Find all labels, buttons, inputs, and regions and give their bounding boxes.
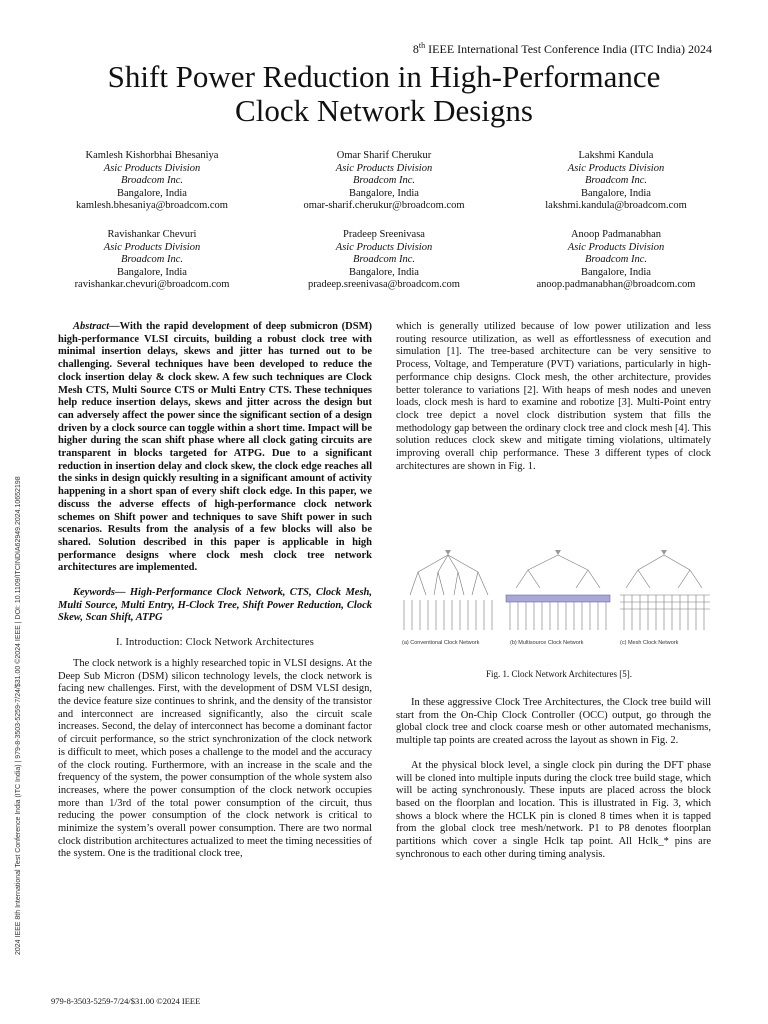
side-doi-text: 2024 IEEE 8th International Test Conference India (ITC India) | 979-8-3503-5259-7/24/$31.00 ©2024 IEEE | DOI: 10.1109/ITCINDIA62949.2024.10652198 xyxy=(15,476,22,955)
abstract: Abstract—With the rapid development of deep submicron (DSM) high-performance VLSI circuits, building a robust clock tree with minimal insertion delays, skews and jitter has turned out to be challenging. Several techniques have been developed to reduce the clock insertion delay & clock skew. A few such techniques are Clock Mesh CTS, Multi Source CTS or Multi Entry CTS. These techniques help reduce insertion delays, skews and jitter across the design but can adversely affect the power since the significant section of a design driven by a clock source can toggle within a short time. Impact will be higher during the scan shift phase where all clock gating circuits are transparent in blocks targeted for ATPG. Due to a significant reduction in insertion delay and clock skew, the clock edge reaches all the sinks in design quickly resulting in a significant amount of activity happening in a short span of every shift clock edge. In this paper, we discuss the adverse effects of high-performance clock network schemes on Shift power and techniques to save Shift power in such scenarios. Results from the analysis of a few blocks will also be shared. Solution described in this paper is applicable in high performance designs where clock mesh clock tree network architectures are implemented. xyxy=(58,321,372,574)
left-column xyxy=(58,321,372,861)
author-block: Kamlesh Kishorbhai Bhesaniya Asic Products Division Broadcom Inc. Bangalore, India kamlesh.bhesaniya@broadcom.com xyxy=(76,150,228,211)
intro-paragraph: The clock network is a highly researched topic in VLSI designs. At the Deep Sub Micron (DSM) silicon technology levels, the clock network is facing new challenges. First, with the development of DSM VLSI design, the device feature size continues to shrink, and the density of the transistor and interconnect are increased significantly, also the circuit scale increases. Second, the delay of interconnect has become a dominant factor of circuit performance, so the strict synchronization of the clock network is difficult to meet, which poses a challenge to the model and the accuracy of the clock routing. Furthermore, with an increase in the scale and the frequency of the system, the power consumption of the whole system also increases, where the power consumption of the clock network occupies more than 1/3rd of the total power consumption of the circuit, thus reducing the power consumption of the clock network is critical to minimize the system’s overall power consumption. There are two normal clock distribution architectures actualized to meet the timing necessities of the system. One is the traditional clock tree, xyxy=(58,657,372,860)
intro-paragraph-continued: which is generally utilized because of low power utilization and less routing resource utilization, as well as effortlessness of execution and simulation [1]. The tree-based architecture can be very sensitive to Process, Voltage, and Temperature (PVT) variations, particularly in high-performance chip designs. Clock mesh, the other architecture, provides better tolerance to variations [2]. With heaps of mesh nodes and uneven loads, clock mesh is hard to examine and robotize [3]. Multi-Point entry clock tree depict a novel clock distribution system that fills the methodology gap between the ordinary clock tree and clock mesh [4]. This solution reduces clock skew and mitigate timing violations, ultimately improving overall chip performance. These 3 different types of clock architectures are shown in Fig. 1. xyxy=(396,321,711,472)
author-block: Pradeep Sreenivasa Asic Products Division Broadcom Inc. Bangalore, India pradeep.sreenivasa@broadcom.com xyxy=(308,229,460,290)
figure-label-b: (b) Multisource Clock Network xyxy=(510,640,584,646)
right-column xyxy=(396,321,711,473)
clock-network-figure xyxy=(398,540,716,650)
body-paragraph: At the physical block level, a single clock pin during the DFT phase will be cloned into multiple inputs during the clock tree build stage, which will be acting synchronously. These inputs are placed across the block based on the floorplan and location. This is illustrated in Fig. 3, which shows a block where the HCLK pin is cloned 8 times when it is tapped from the global clock tree mesh/network. P1 to P8 denotes floorplan partitions which cover a single Hclk tap point. All Hclk_* pins are synchronous to each other during timing analysis. xyxy=(396,759,711,860)
section-heading: I. Introduction: Clock Network Architectures xyxy=(115,637,315,649)
author-block: Lakshmi Kandula Asic Products Division Broadcom Inc. Bangalore, India lakshmi.kandula@broadcom.com xyxy=(545,150,687,211)
keywords: Keywords— High-Performance Clock Network, CTS, Clock Mesh, Multi Source, Multi Entry, H-Clock Tree, Shift Power Reduction, Clock Skew, Scan Shift, ATPG xyxy=(58,587,372,624)
author-block: Anoop Padmanabhan Asic Products Division Broadcom Inc. Bangalore, India anoop.padmanabhan@broadcom.com xyxy=(536,229,696,290)
paper-title: Shift Power Reduction in High-Performance Clock Network Designs xyxy=(107,59,661,128)
right-column-lower xyxy=(396,697,711,861)
author-block: Ravishankar Chevuri Asic Products Division Broadcom Inc. Bangalore, India ravishankar.chevuri@broadcom.com xyxy=(74,229,230,290)
figure-caption: Fig. 1. Clock Network Architectures [5]. xyxy=(486,669,632,679)
body-paragraph: In these aggressive Clock Tree Architectures, the Clock tree build will start from the On-Chip Clock Controller (OCC) output, go through the global clock tree and clock coarse mesh or other automated mechanisms, multiple tap points are created across the layout as shown in Fig. 2. xyxy=(396,697,711,747)
author-block: Omar Sharif Cherukur Asic Products Division Broadcom Inc. Bangalore, India omar-sharif.cherukur@broadcom.com xyxy=(303,150,465,211)
figure-label-c: (c) Mesh Clock Network xyxy=(620,640,679,646)
conference-header: 8th IEEE International Test Conference India (ITC India) 2024 xyxy=(412,41,712,56)
figure-label-a: (a) Conventional Clock Network xyxy=(402,640,480,646)
footer-copyright: 979-8-3503-5259-7/24/$31.00 ©2024 IEEE xyxy=(51,996,201,1006)
